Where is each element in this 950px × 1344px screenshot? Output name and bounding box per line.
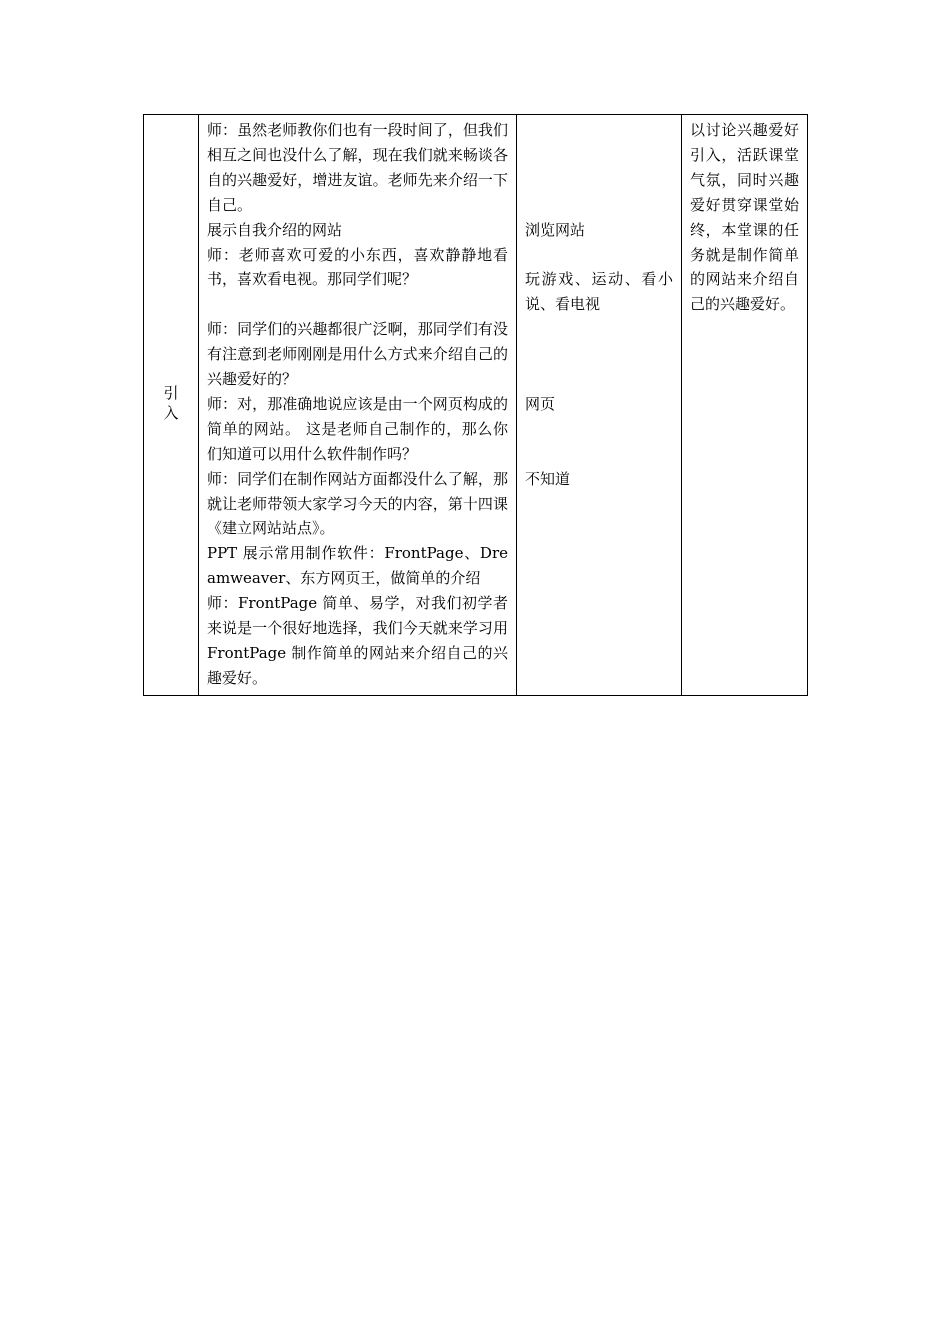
stage-label: 引入 [163, 384, 179, 423]
teacher-paragraph-7: 师：同学们在制作网站方面都没什么了解，那就让老师带领大家学习今天的内容，第十四课《建立网站站点》。 [207, 469, 508, 538]
student-response-1: 浏览网站 [525, 220, 586, 239]
teacher-paragraph-2: 展示自我介绍的网站 [207, 220, 343, 239]
design-intent-text: 以讨论兴趣爱好引入，活跃课堂气氛，同时兴趣爱好贯穿课堂始终，本堂课的任务就是制作简单的网站来介绍自己的兴趣爱好。 [690, 121, 799, 314]
blank-line [207, 292, 508, 317]
lesson-plan-table [143, 114, 808, 696]
teacher-paragraph-6: 师：对，那准确地说应该是由一个网页构成的简单的网站。 这是老师自己制作的，那么你们知道可以用什么软件制作吗？ [207, 394, 508, 463]
table-row [144, 115, 808, 696]
teacher-paragraph-9: 师：FrontPage 简单、易学，对我们初学者来说是一个很好地选择，我们今天就来学习用 FrontPage 制作简单的网站来介绍自己的兴趣爱好。 [207, 594, 508, 687]
teacher-paragraph-1: 师：虽然老师教你们也有一段时间了，但我们相互之间也没什么了解，现在我们就来畅谈各自的兴趣爱好，增进友谊。老师先来介绍一下自己。 [207, 121, 508, 214]
teacher-paragraph-5: 师：同学们的兴趣都很广泛啊，那同学们有没有注意到老师刚刚是用什么方式来介绍自己的兴趣爱好的？ [207, 320, 508, 389]
student-activity-cell [517, 115, 682, 696]
teacher-paragraph-8: PPT 展示常用制作软件：FrontPage、Dreamweaver、东方网页王，做简单的介绍 [207, 544, 508, 588]
teacher-paragraph-3: 师：老师喜欢可爱的小东西，喜欢静静地看书，喜欢看电视。那同学们呢？ [207, 245, 508, 289]
student-response-2: 玩游戏、运动、看小说、看电视 [525, 270, 673, 314]
student-response-3: 网页 [525, 394, 556, 413]
stage-cell [144, 115, 199, 696]
design-intent-cell [682, 115, 808, 696]
teacher-activity-cell [199, 115, 517, 696]
student-response-4: 不知道 [525, 469, 571, 488]
